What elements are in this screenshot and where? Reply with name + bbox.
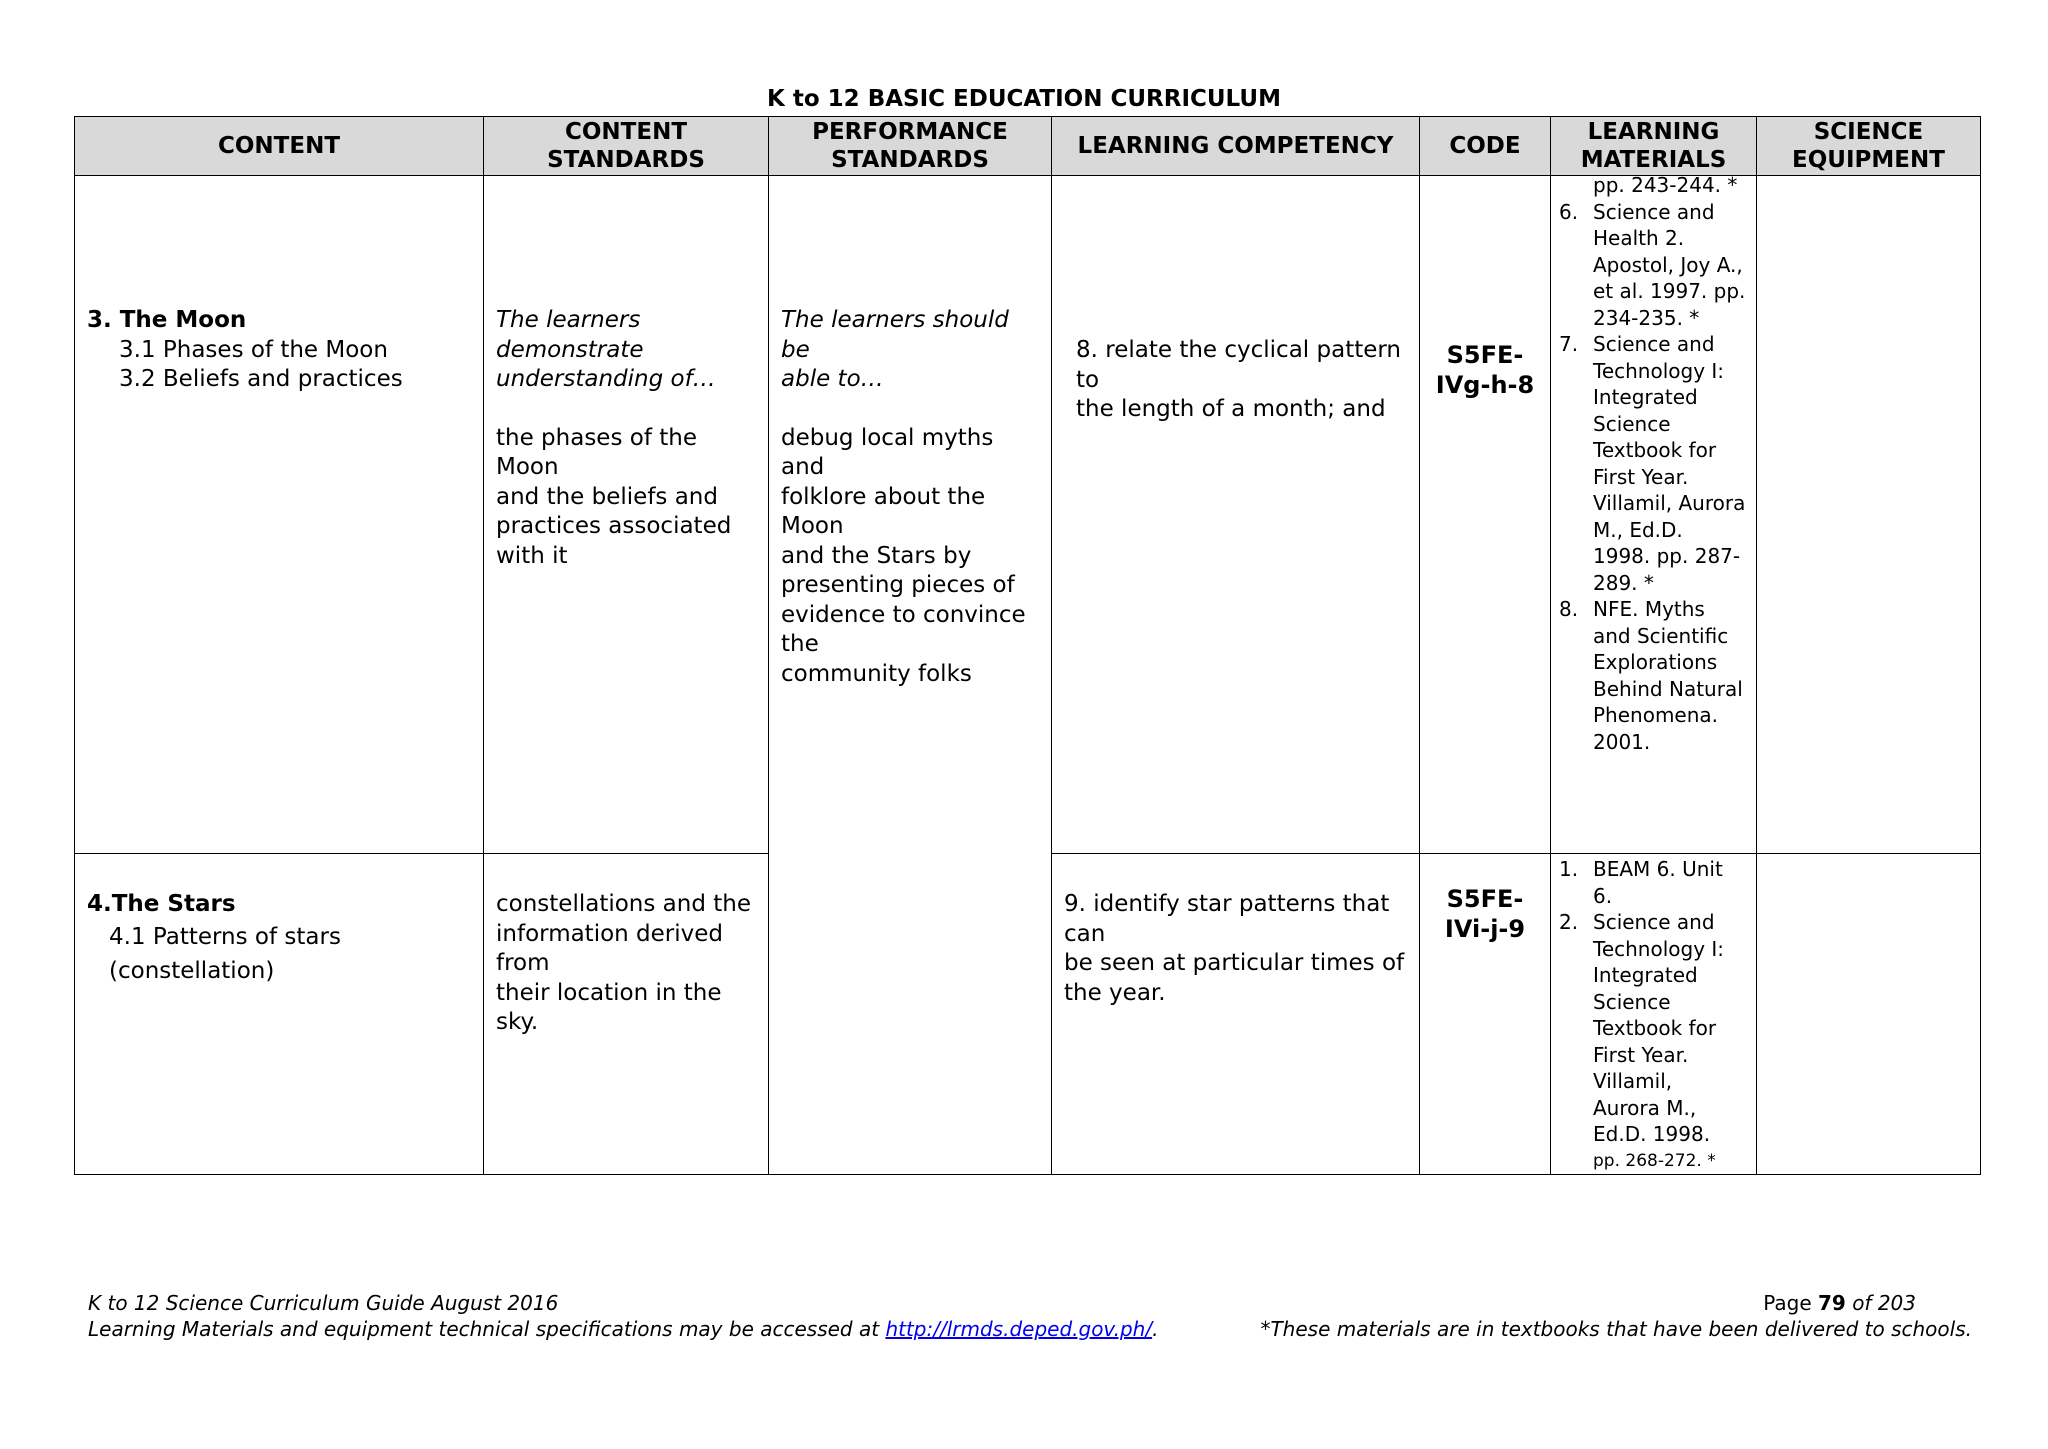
material-line: Integrated	[1593, 963, 1698, 987]
table-row	[75, 176, 1981, 854]
header-row	[75, 117, 1981, 176]
material-line: First Year.	[1593, 1042, 1689, 1067]
content-cell	[75, 854, 484, 1175]
list-item	[1559, 856, 1752, 909]
competency-line: 9. identify star patterns that can	[1064, 891, 1390, 947]
material-line: Science and	[1593, 332, 1715, 356]
footer-note: *These materials are in textbooks that have been delivered to schools.	[1260, 1317, 1972, 1341]
performance-line: debug local myths and	[781, 424, 994, 480]
code-line: S5FE-	[1446, 885, 1524, 913]
standard-line: the phases of the Moon	[496, 424, 697, 480]
material-line: 6.	[1593, 883, 1613, 908]
material-line: Textbook for	[1593, 438, 1717, 462]
access-text: Learning Materials and equipment technical specifications may be accessed at	[88, 1317, 886, 1341]
material-line: and Scientific	[1593, 623, 1729, 648]
content-subtopic: 3.2 Beliefs and practices	[119, 366, 403, 392]
content-subtopic: 4.1 Patterns of stars	[109, 923, 341, 950]
materials-cell	[1551, 854, 1757, 1175]
guide-title: K to 12 Science Curriculum Guide August 2016	[88, 1291, 559, 1315]
material-line: Behind Natural	[1593, 676, 1743, 701]
page-total: of 203	[1852, 1291, 1916, 1315]
material-line: Phenomena.	[1593, 703, 1719, 727]
competency-cell	[1052, 854, 1420, 1175]
content-title: 3. The Moon	[87, 307, 247, 333]
competency-cell	[1052, 176, 1420, 854]
material-line: Science	[1593, 989, 1671, 1014]
competency-line: the year.	[1064, 979, 1166, 1006]
page-label: Page	[1763, 1291, 1812, 1315]
material-line: 289. *	[1593, 570, 1654, 595]
standard-line: and the beliefs and	[496, 483, 718, 510]
material-line: Technology I:	[1593, 936, 1725, 961]
performance-standard-cell	[769, 176, 1052, 1175]
access-note	[88, 1316, 1158, 1342]
standard-intro-line: demonstrate	[496, 336, 644, 363]
performance-intro-line: The learners should be	[781, 307, 1009, 363]
material-line: et al. 1997. pp.	[1593, 279, 1746, 303]
material-line: Textbook for	[1593, 1016, 1717, 1040]
material-line: Villamil,	[1593, 1069, 1673, 1093]
content-title: 4.The Stars	[87, 891, 236, 917]
equipment-cell	[1757, 176, 1981, 854]
material-line: 1998. pp. 287-	[1593, 544, 1741, 568]
materials-continued: pp. 243-244. *	[1593, 173, 1738, 197]
material-line: 234-235. *	[1593, 305, 1700, 330]
content-subtopic: 3.1 Phases of the Moon	[119, 336, 388, 363]
standard-line: with it	[496, 542, 568, 569]
standard-line: information derived from	[496, 920, 724, 976]
material-line: Integrated	[1593, 385, 1698, 409]
performance-line: folklore about the Moon	[781, 483, 986, 539]
page-number: 79	[1817, 1291, 1846, 1315]
competency-line: 8. relate the cyclical pattern to	[1076, 337, 1402, 393]
code-line: S5FE-	[1446, 341, 1524, 369]
list-number: 7.	[1559, 332, 1579, 356]
header-code: CODE	[1420, 117, 1551, 176]
performance-intro-line: able to…	[781, 366, 884, 392]
page-indicator	[1260, 1290, 1972, 1316]
performance-line: evidence to convince the	[781, 601, 1026, 657]
material-line: Science and	[1593, 199, 1715, 224]
standard-line: their location in the sky.	[496, 979, 722, 1035]
list-number: 2.	[1559, 910, 1579, 934]
header-content: CONTENT	[75, 117, 484, 176]
list-item	[1559, 331, 1752, 596]
materials-cell	[1551, 173, 1757, 854]
standard-line: constellations and the	[496, 891, 751, 917]
lrmds-link[interactable]: http://lrmds.deped.gov.ph/	[885, 1317, 1153, 1341]
material-line: M., Ed.D.	[1593, 517, 1683, 542]
material-line: NFE. Myths	[1593, 597, 1705, 621]
list-item	[1559, 596, 1752, 755]
standard-line: practices associated	[496, 513, 732, 539]
list-number: 6.	[1559, 199, 1579, 224]
list-item	[1559, 909, 1752, 1174]
header-content-standards: CONTENT STANDARDS	[484, 117, 769, 176]
code-line: IVi-j-9	[1444, 915, 1526, 943]
content-standard-cell	[484, 854, 769, 1175]
footer-right	[1260, 1290, 1972, 1342]
standard-intro-line: The learners	[496, 307, 641, 333]
header-learning-competency: LEARNING COMPETENCY	[1052, 117, 1420, 176]
header-science-equipment: SCIENCE EQUIPMENT	[1757, 117, 1981, 176]
material-line: Health 2.	[1593, 226, 1685, 250]
material-line: BEAM 6. Unit	[1593, 857, 1723, 881]
material-line: Apostol, Joy A.,	[1593, 252, 1743, 277]
list-number: 1.	[1559, 857, 1579, 881]
access-end: .	[1152, 1317, 1159, 1341]
code-cell	[1420, 854, 1551, 1175]
competency-line: the length of a month; and	[1076, 396, 1386, 422]
footer-left	[88, 1290, 1158, 1342]
content-subtopic: (constellation)	[109, 957, 275, 984]
header-learning-materials: LEARNING MATERIALS	[1551, 117, 1757, 176]
material-line: Ed.D. 1998.	[1593, 1122, 1711, 1146]
performance-line: presenting pieces of	[781, 572, 1015, 598]
competency-line: be seen at particular times of	[1064, 950, 1405, 976]
material-line: 2001.	[1593, 729, 1651, 754]
document-title: K to 12 BASIC EDUCATION CURRICULUM	[767, 86, 1281, 112]
code-line: IVg-h-8	[1435, 371, 1535, 399]
material-line: First Year.	[1593, 464, 1689, 489]
material-line: Aurora M.,	[1593, 1095, 1697, 1120]
header-performance-standards: PERFORMANCE STANDARDS	[769, 117, 1052, 176]
performance-line: community folks	[781, 660, 972, 687]
material-line: Villamil, Aurora	[1593, 491, 1746, 515]
list-item	[1559, 199, 1752, 332]
list-number: 8.	[1559, 597, 1579, 621]
content-standard-cell	[484, 176, 769, 854]
curriculum-table	[74, 116, 1981, 1175]
material-line: Science and	[1593, 910, 1715, 934]
material-line: pp. 268-272. *	[1593, 1150, 1716, 1171]
equipment-cell	[1757, 854, 1981, 1175]
code-cell	[1420, 176, 1551, 854]
standard-intro-line: understanding of…	[496, 366, 716, 392]
material-line: Technology I:	[1593, 358, 1725, 383]
material-line: Science	[1593, 411, 1671, 436]
content-cell	[75, 176, 484, 854]
material-line: Explorations	[1593, 650, 1718, 674]
performance-line: and the Stars by	[781, 542, 972, 569]
